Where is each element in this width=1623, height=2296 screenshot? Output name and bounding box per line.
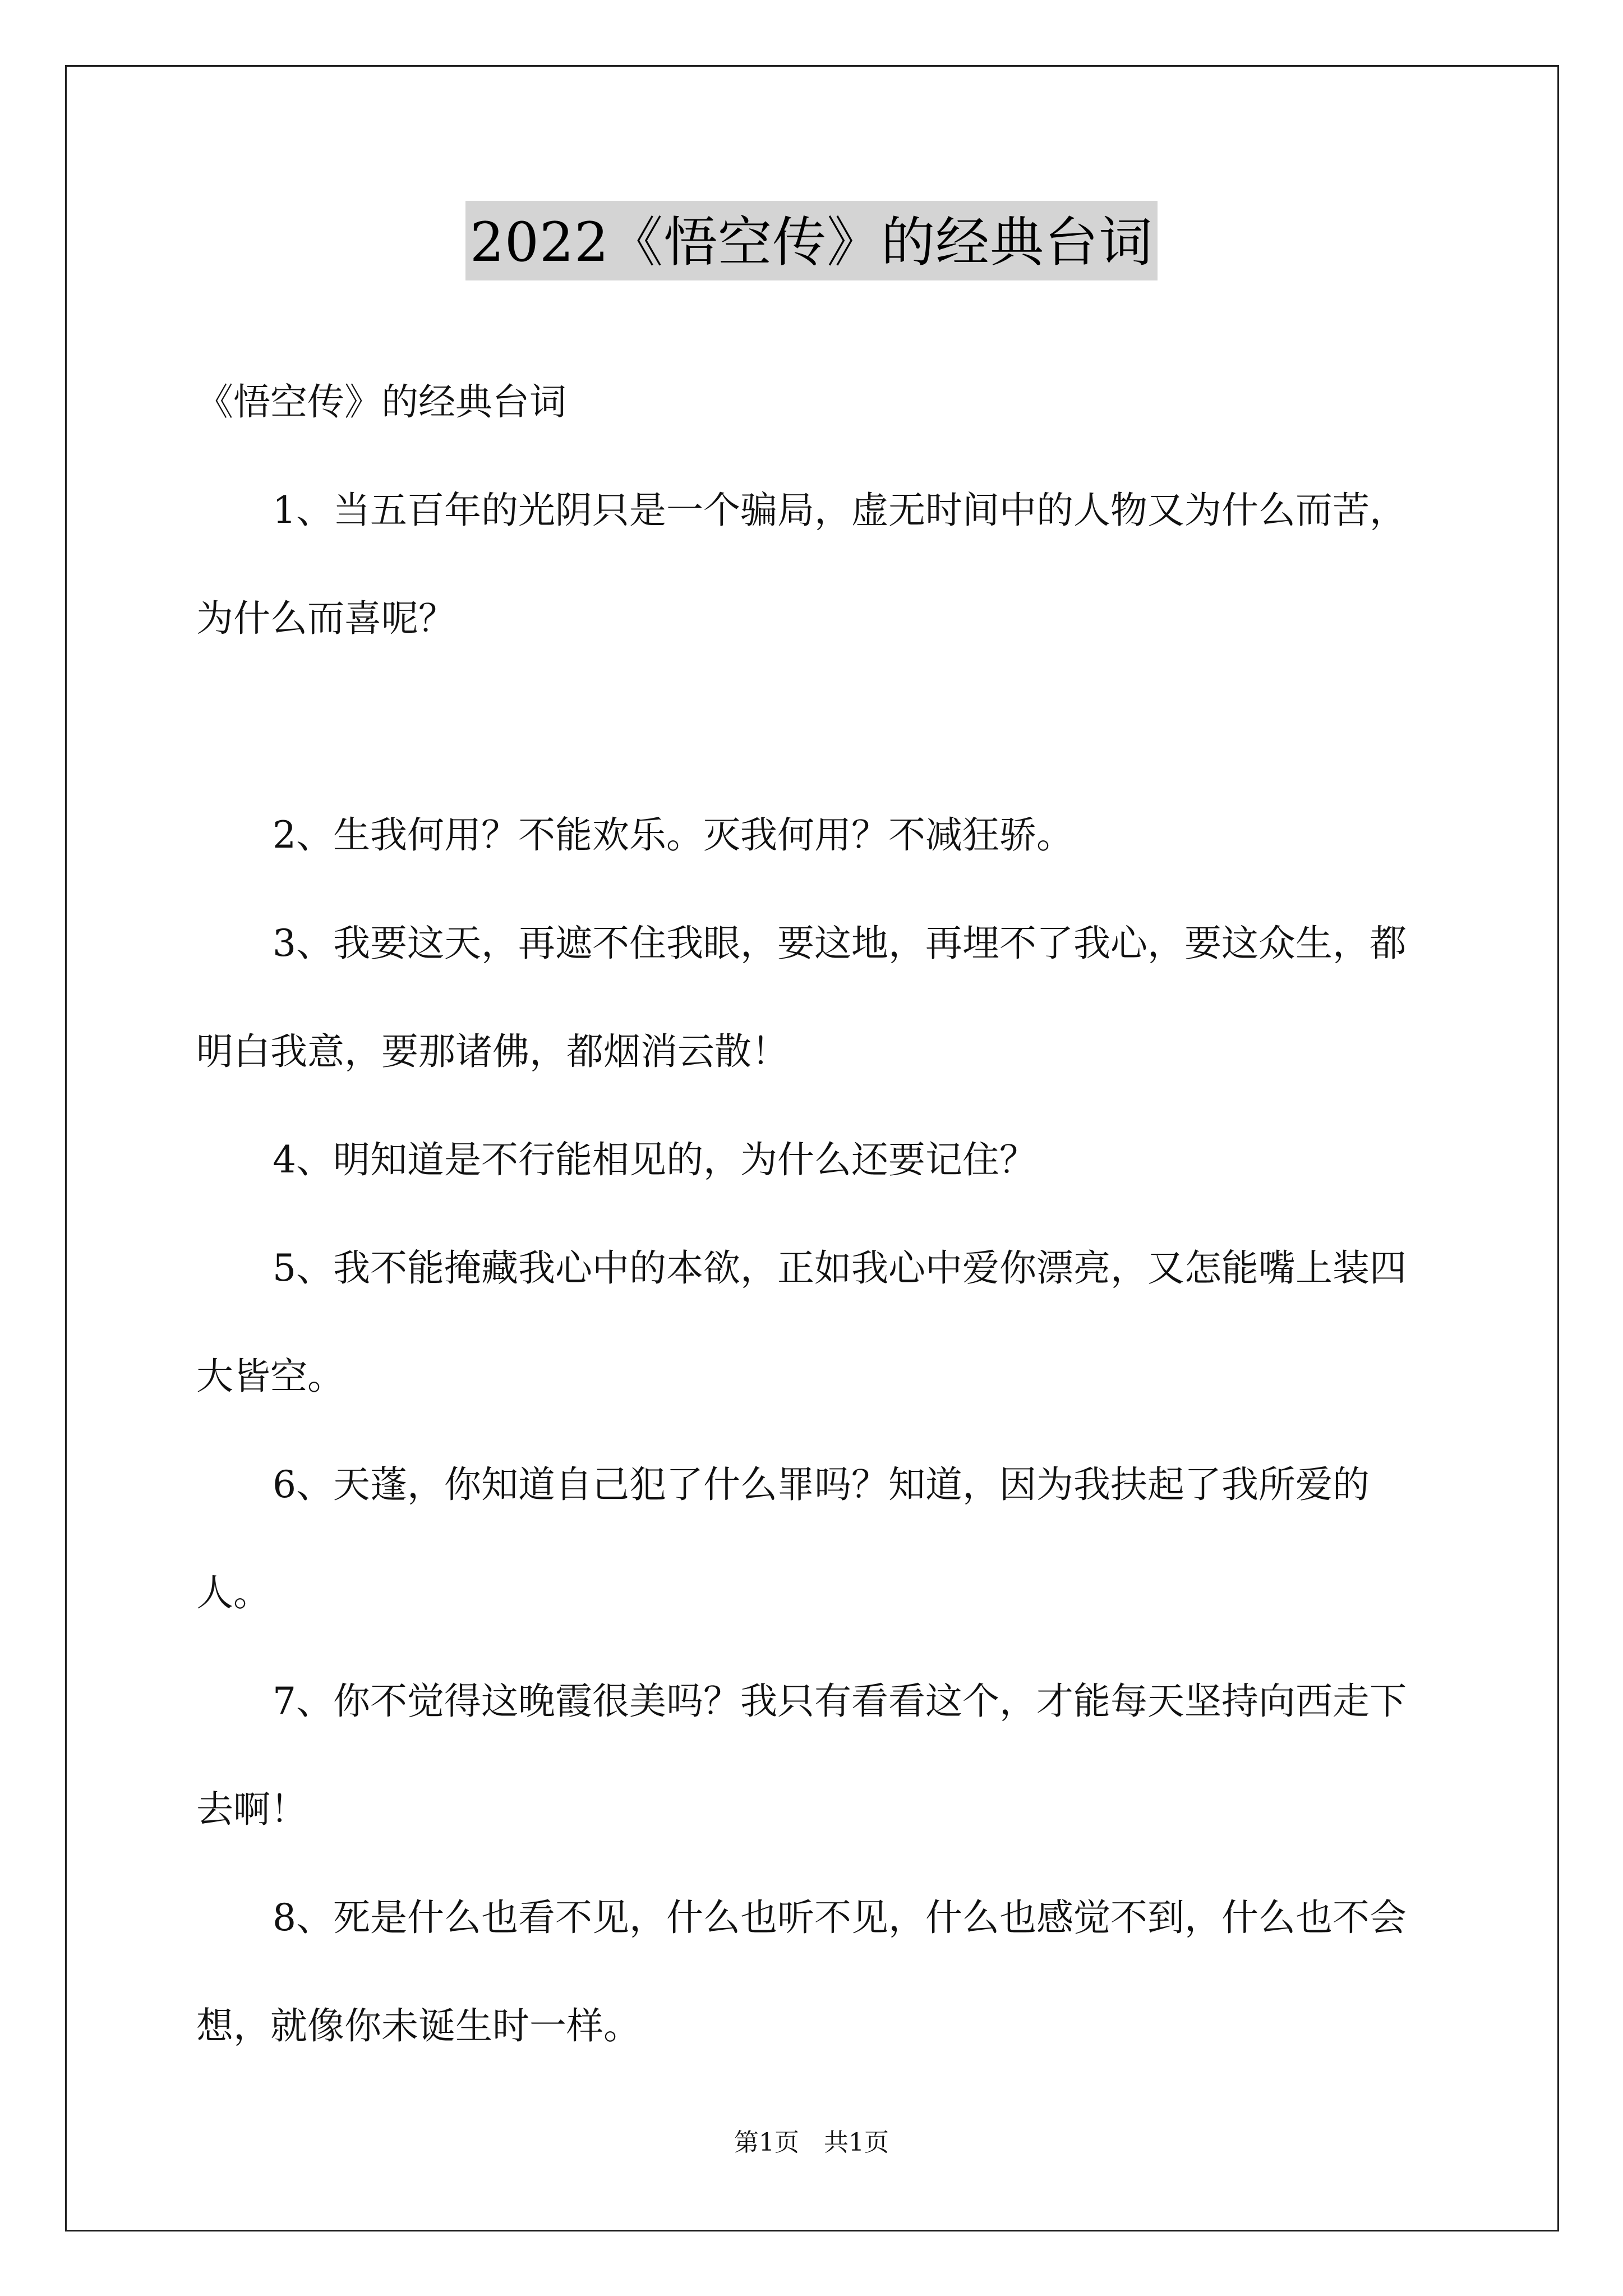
document-body xyxy=(196,348,1436,2080)
quote-item-1: 1、当五百年的光阴只是一个骗局，虚无时间中的人物又为什么而苦，为什么而喜呢？ xyxy=(196,489,1407,640)
quote-item-7: 7、你不觉得这晚霞很美吗？我只有看看这个，才能每天坚持向西走下去啊！ xyxy=(196,1680,1407,1831)
intro-line: 《悟空传》的经典台词 xyxy=(196,380,566,424)
document-title: 2022《悟空传》的经典台词 xyxy=(465,201,1158,280)
quote-item-2: 2、生我何用？不能欢乐。灭我何用？不减狂骄。 xyxy=(273,813,1073,857)
document-title-container xyxy=(0,201,1623,280)
quote-item-8: 8、死是什么也看不见，什么也听不见，什么也感觉不到，什么也不会想，就像你未诞生时一样。 xyxy=(196,1896,1407,2047)
quote-item-5: 5、我不能掩藏我心中的本欲，正如我心中爱你漂亮，又怎能嘴上装四大皆空。 xyxy=(196,1246,1407,1398)
quote-item-6: 6、天蓬，你知道自己犯了什么罪吗？知道，因为我扶起了我所爱的人。 xyxy=(196,1463,1370,1614)
quote-item-4: 4、明知道是不行能相见的，为什么还要记住？ xyxy=(273,1138,1036,1181)
quote-item-3: 3、我要这天，再遮不住我眼，要这地，再埋不了我心，要这众生，都明白我意，要那诸佛，都烟消云散！ xyxy=(196,922,1407,1073)
page-footer: 第1页 共1页 xyxy=(734,2128,889,2157)
